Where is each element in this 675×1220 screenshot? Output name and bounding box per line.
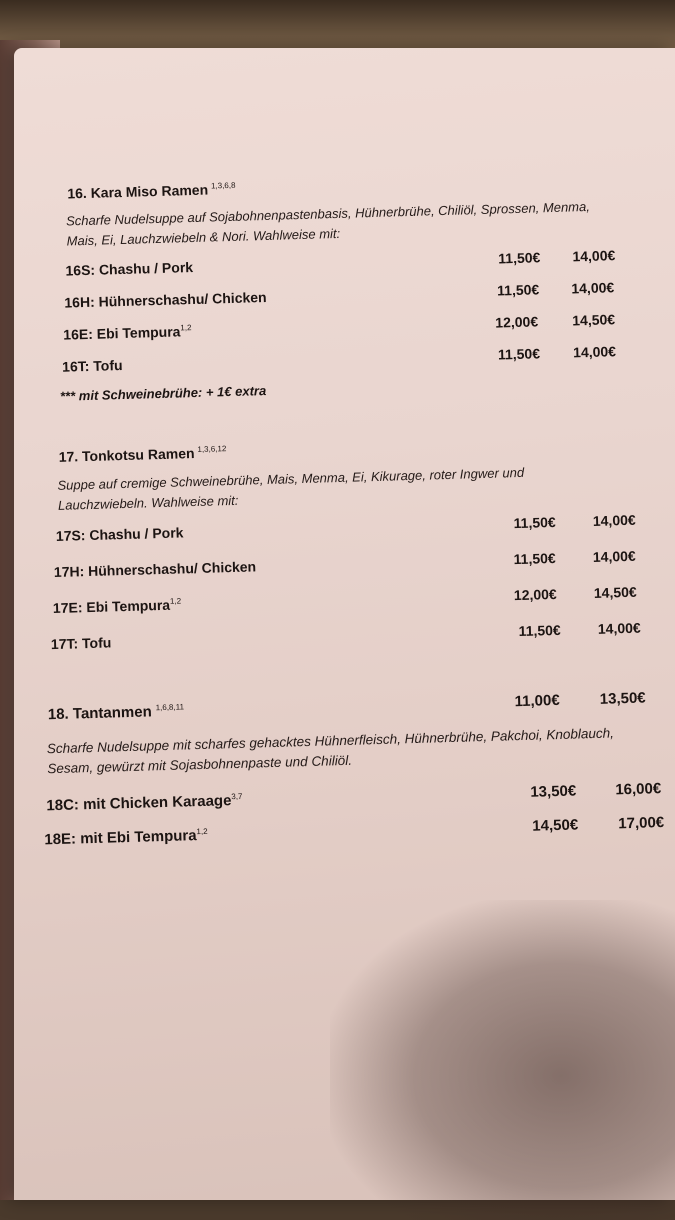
price-small: 12,00€ (495, 313, 539, 331)
price-small: 11,50€ (496, 281, 540, 299)
section-title: 16. Kara Miso Ramen $^{1,3,6,8}$ (67, 180, 236, 202)
price-small: 11,50€ (518, 621, 561, 640)
price-large: 14,00€ (597, 619, 641, 637)
menu-item: 17H: Hühnerschashu/ Chicken 11,50€ 14,00€ (53, 547, 636, 581)
section-description: Suppe auf cremige Schweinebrühe, Mais, Menma, Ei, Kikurage, roter Ingwer und Lauchzwiebeln. Wahlweise mit: (57, 464, 525, 513)
menu-item: 18C: mit Chicken Karaage$^{3,7}$ 13,50€ 16,00€ (46, 780, 662, 815)
menu-item: 17S: Chashu / Pork 11,50€ 14,00€ (55, 511, 636, 544)
price-small: 12,00€ (513, 585, 557, 604)
price-large: 16,00€ (615, 780, 662, 799)
price-small: 11,50€ (498, 249, 541, 267)
price-large: 14,00€ (592, 511, 636, 529)
price-large: 14,50€ (593, 583, 637, 601)
menu-item: 18E: mit Ebi Tempura$^{1,2}$ 14,50€ 17,00€ (44, 814, 665, 849)
section-description: Scharfe Nudelsuppe mit scharfes gehacktes Hühnerfleisch, Hühnerbrühe, Pakchoi, Knoblauch, Sesam, gewürzt mit Sojasbohnenpaste und Chiliöl. (46, 725, 615, 777)
price-small: 13,50€ (530, 782, 577, 801)
price-large: 14,00€ (592, 547, 636, 565)
price-small: 11,50€ (513, 550, 556, 568)
menu-item: 16H: Hühnerschashu/ Chicken 11,50€ 14,00€ (64, 279, 615, 311)
price-small: 11,50€ (497, 345, 541, 363)
price-large: 14,00€ (572, 343, 617, 361)
section-description: Scharfe Nudelsuppe auf Sojabohnenpastenbasis, Hühnerbrühe, Chiliöl, Sprossen, Menma, Mais, Ei, Lauchzwiebeln & Nori. Wahlweise mit: (65, 198, 591, 249)
price-large: 17,00€ (618, 814, 665, 833)
broth-note: *** mit Schweinebrühe: + 1€ extra (59, 383, 267, 404)
price-small: 11,50€ (513, 513, 556, 532)
menu-item: 16E: Ebi Tempura$^{1,2}$ 12,00€ 14,50€ (63, 311, 616, 343)
section-title: 17. Tonkotsu Ramen $^{1,3,6,12}$ (58, 444, 227, 465)
menu-item: 16S: Chashu / Pork 11,50€ 14,00€ (65, 247, 616, 279)
menu-item (48, 689, 658, 728)
menu-item: 17E: Ebi Tempura$^{1,2}$ 12,00€ 14,50€ (52, 583, 637, 617)
price-small: 14,50€ (532, 816, 579, 835)
price-large: 14,00€ (571, 279, 615, 297)
price-large: 13,50€ (599, 689, 646, 708)
price-small: 11,00€ (514, 691, 560, 711)
price-large: 14,50€ (572, 311, 616, 329)
menu-item: 17T: Tofu 11,50€ 14,00€ (50, 619, 641, 653)
menu-item: 16T: Tofu 11,50€ 14,00€ (61, 343, 617, 375)
price-large: 14,00€ (572, 247, 616, 265)
section-title: 18. Tantanmen $^{1,6,8,11}$ (47, 702, 185, 724)
